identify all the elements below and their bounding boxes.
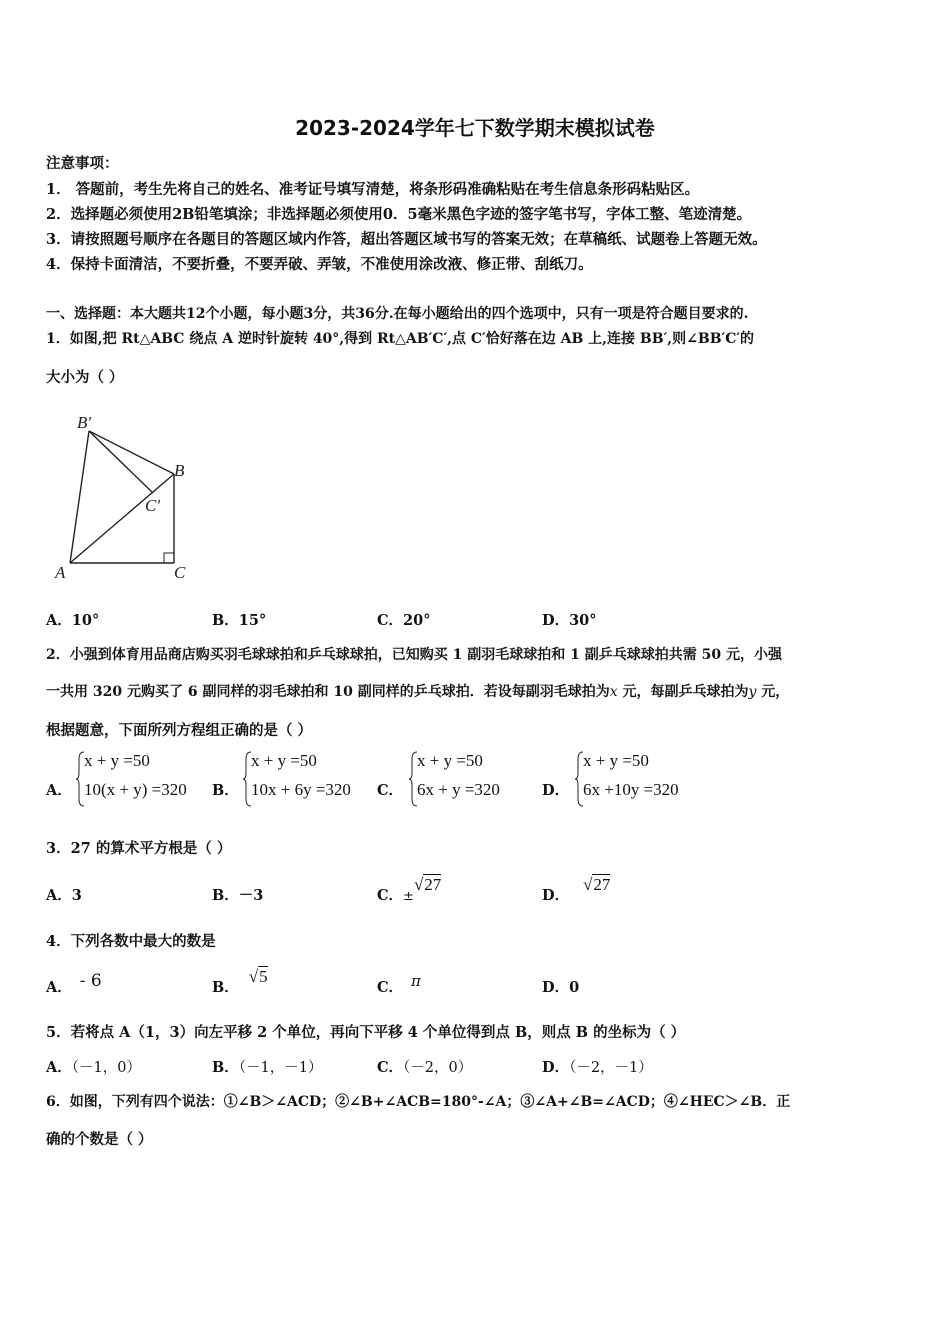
option-value: 0: [569, 979, 580, 996]
segment-ab: [70, 474, 174, 563]
q3-stem: 3．27 的算术平方根是（ ）: [46, 840, 232, 857]
option-value: （－1，0）: [71, 1060, 141, 1076]
q4-option-b[interactable]: [212, 967, 268, 997]
q5-stem: 5．若将点 A（1，3）向左平移 2 个单位，再向下平移 4 个单位得到点 B，则点 B 的坐标为（ ）: [46, 1024, 686, 1041]
label-c: C: [174, 563, 186, 582]
option-label: D．: [542, 612, 570, 629]
q1-option-c[interactable]: [377, 609, 430, 630]
radicand: 5: [259, 967, 268, 986]
segment-b-prime-c-prime: [89, 431, 153, 493]
option-label: A．: [46, 979, 72, 996]
q5-option-c[interactable]: [377, 1056, 472, 1077]
q2-option-d-label[interactable]: D．: [542, 782, 570, 799]
option-label: B．: [212, 1059, 239, 1076]
option-value: 20°: [403, 612, 431, 629]
q5-option-a[interactable]: [46, 1056, 141, 1077]
equation-2: 6x +10y =320: [583, 780, 679, 799]
option-label: D．: [542, 979, 570, 996]
option-label: A．: [46, 1059, 72, 1076]
page-title: 2023-2024学年七下数学期末模拟试卷: [295, 116, 655, 140]
q4-option-a[interactable]: [46, 971, 102, 997]
notice-heading: 注意事项：: [46, 155, 119, 172]
q5-option-d[interactable]: [542, 1056, 653, 1077]
option-label: C．: [377, 887, 404, 904]
q2-stem-line1: 2．小强到体育用品商店购买羽毛球球拍和乒乓球球拍，已知购买 1 副羽毛球球拍和 1 副乒乓球球拍共需 50 元，小强: [46, 647, 782, 663]
radicand: 27: [424, 875, 442, 894]
q5-option-b[interactable]: [212, 1056, 322, 1077]
option-label: D．: [542, 887, 570, 904]
equation-1: x + y =50: [84, 751, 150, 770]
q2-option-a-label[interactable]: A．: [46, 782, 72, 799]
option-label: C．: [377, 1059, 404, 1076]
option-value: 30°: [569, 612, 597, 629]
option-value: （－2，0）: [403, 1060, 473, 1076]
sqrt-expression: √5: [248, 967, 268, 986]
var-x: x: [609, 684, 618, 700]
q3-option-c[interactable]: [377, 875, 442, 905]
q4-option-d[interactable]: [542, 976, 579, 997]
option-value: 10°: [71, 612, 100, 629]
segment-ab-prime: [70, 431, 89, 563]
notice-item: 3．请按照题号顺序在各题目的答题区域内作答，超出答题区域书写的答案无效；在草稿纸、试题卷上答题无效。: [46, 231, 767, 248]
q1-option-a[interactable]: [46, 609, 99, 630]
radicand: 27: [593, 875, 611, 894]
option-value: 3: [71, 887, 82, 904]
q1-option-b[interactable]: [212, 609, 266, 630]
option-label: C．: [377, 612, 404, 629]
q1-option-d[interactable]: [542, 609, 597, 630]
label-b-prime: B′: [77, 413, 92, 432]
right-angle-mark: [164, 553, 174, 563]
label-a: A: [55, 563, 66, 582]
option-value: －3: [238, 887, 264, 904]
q2-option-a-system[interactable]: [76, 751, 216, 807]
q2-option-c-system[interactable]: [409, 751, 529, 807]
equation-2: 10x + 6y =320: [251, 780, 351, 799]
q2-option-d-system[interactable]: [575, 751, 705, 807]
option-value: 15°: [238, 612, 267, 629]
equation-1: x + y =50: [417, 751, 483, 770]
q6-stem-line2: 确的个数是（ ）: [46, 1131, 153, 1148]
q2-text: 元，每副乒乓球拍为: [617, 684, 749, 700]
q2-text: 元，: [756, 684, 790, 700]
option-label: A．: [46, 887, 72, 904]
notice-item: 2．选择题必须使用2B铅笔填涂；非选择题必须使用0．5毫米黑色字迹的签字笔书写，字体工整、笔迹清楚。: [46, 206, 752, 223]
label-c-prime: C′: [145, 496, 161, 515]
q2-option-b-system[interactable]: [243, 751, 373, 807]
option-label: C．: [377, 979, 404, 996]
equation-2: 6x + y =320: [417, 780, 500, 799]
notice-item: 1． 答题前，考生先将自己的姓名、准考证号填写清楚，将条形码准确粘贴在考生信息条形码粘贴区。: [46, 181, 700, 198]
option-value: π: [411, 972, 421, 990]
option-label: D．: [542, 1059, 570, 1076]
q3-option-b[interactable]: [212, 884, 263, 905]
option-label: B．: [212, 887, 239, 904]
option-label: A．: [46, 612, 72, 629]
option-value: - 6: [79, 971, 102, 991]
q1-stem-line2: 大小为（ ）: [46, 369, 124, 386]
q2-stem-line2: [46, 681, 789, 701]
option-label: B．: [212, 612, 239, 629]
q4-stem: 4．下列各数中最大的数是: [46, 933, 216, 950]
notice-item: 4．保持卡面清洁，不要折叠，不要弄破、弄皱，不准使用涂改液、修正带、刮纸刀。: [46, 256, 593, 273]
equation-1: x + y =50: [251, 751, 317, 770]
q2-option-c-label[interactable]: C．: [377, 782, 404, 799]
plus-minus: ±: [403, 889, 414, 904]
q2-stem-line3: 根据题意，下面所列方程组正确的是（ ）: [46, 722, 313, 739]
q3-option-d[interactable]: [542, 875, 611, 905]
equation-2: 10(x + y) =320: [84, 780, 187, 799]
option-label: B．: [212, 979, 239, 996]
equation-1: x + y =50: [583, 751, 649, 770]
q1-stem-line1: 1．如图,把 Rt△ABC 绕点 A 逆时针旋转 40°,得到 Rt△AB′C′,点 C′恰好落在边 AB 上,连接 BB′,则∠BB′C′的: [46, 331, 755, 347]
section-heading: 一、选择题：本大题共12个小题，每小题3分，共36分.在每小题给出的四个选项中，只有一项是符合题目要求的.: [46, 306, 749, 322]
q4-option-c[interactable]: [377, 972, 421, 997]
segment-b-prime-b: [89, 431, 174, 474]
label-b: B: [174, 461, 185, 480]
option-value: （－2，－1）: [569, 1060, 653, 1076]
q2-option-b-label[interactable]: B．: [212, 782, 239, 799]
var-y: y: [748, 684, 757, 700]
option-value: （－1，－1）: [238, 1060, 323, 1076]
sqrt-expression: √27: [583, 875, 611, 894]
q2-text: 一共用 320 元购买了 6 副同样的羽毛球拍和 10 副同样的乒乓球拍．若设每副羽毛球拍为: [46, 684, 610, 700]
sqrt-expression: √27: [413, 875, 442, 894]
q3-option-a[interactable]: [46, 884, 82, 905]
q1-figure: [50, 408, 200, 583]
q6-stem-line1: 6．如图，下列有四个说法：①∠B＞∠ACD；②∠B+∠ACB=180°-∠A；③∠A+∠B=∠ACD；④∠HEC＞∠B．正: [46, 1094, 791, 1110]
